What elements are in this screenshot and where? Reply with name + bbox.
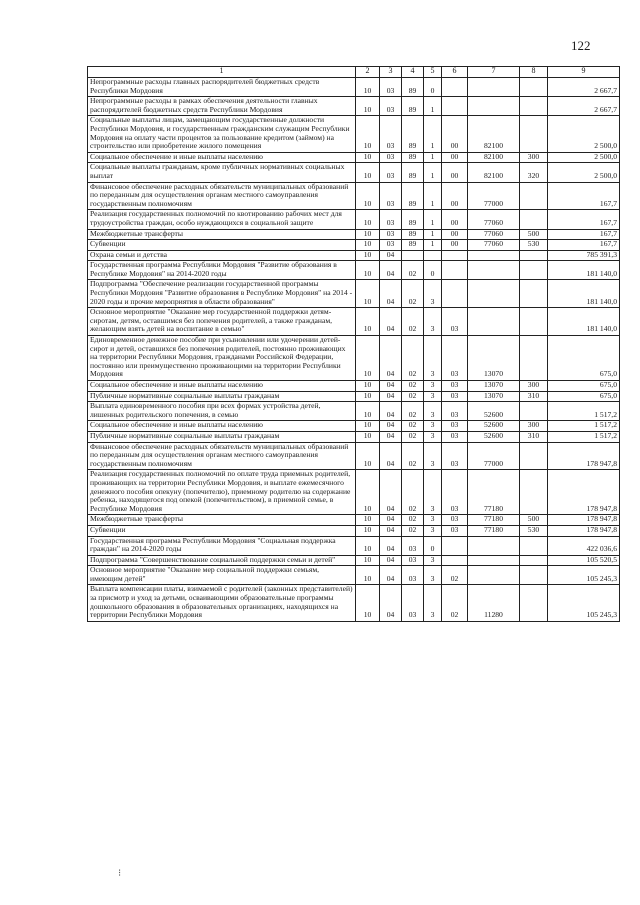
code-c5: [424, 250, 442, 261]
code-c4: 02: [402, 442, 424, 470]
code-c8: 300: [520, 381, 548, 392]
code-c6: 00: [442, 182, 468, 210]
row-name: Выплата компенсации платы, взимаемой с родителей (законных представителей) за присмотр и уход за детьми, осваивающими образовательные программы дошкольного образования в образовательных организациях, находящихся на территории Республики Мордовия: [88, 585, 356, 621]
code-c3: 03: [380, 78, 402, 97]
row-name: Основное мероприятие "Оказание мер социальной поддержки семьям, имеющим детей": [88, 566, 356, 585]
code-c2: 10: [356, 250, 380, 261]
code-c6: 00: [442, 152, 468, 163]
code-c2: 10: [356, 336, 380, 381]
row-amount: 178 947,8: [548, 525, 620, 536]
code-c4: 03: [402, 555, 424, 566]
code-c7: [468, 250, 520, 261]
code-c8: [520, 336, 548, 381]
row-name: Социальные выплаты лицам, замещающим государственные должности Республики Мордовия, и государственным гражданским служащим Республики Мордовия на оплату части процентов за пользование кредитом (займом) на строительство или приобретение жилого помещения: [88, 116, 356, 152]
code-c8: [520, 442, 548, 470]
table-row: [88, 210, 620, 229]
code-c3: 04: [380, 442, 402, 470]
code-c6: 02: [442, 566, 468, 585]
code-c2: 10: [356, 163, 380, 182]
code-c2: 10: [356, 78, 380, 97]
row-name: Государственная программа Республики Мордовия "Социальная поддержка граждан" на 2014-2020 годы: [88, 536, 356, 555]
table-row: [88, 431, 620, 442]
code-c2: 10: [356, 525, 380, 536]
code-c3: 04: [380, 421, 402, 432]
code-c3: 04: [380, 566, 402, 585]
row-name: Социальное обеспечение и иные выплаты населению: [88, 152, 356, 163]
code-c7: 77180: [468, 470, 520, 515]
code-c3: 04: [380, 536, 402, 555]
row-amount: 2 500,0: [548, 152, 620, 163]
code-c3: 04: [380, 391, 402, 402]
code-c2: 10: [356, 566, 380, 585]
code-c3: 03: [380, 182, 402, 210]
code-c6: 03: [442, 442, 468, 470]
code-c5: 1: [424, 210, 442, 229]
code-c5: 3: [424, 566, 442, 585]
code-c5: 3: [424, 391, 442, 402]
code-c4: 02: [402, 421, 424, 432]
code-c4: 89: [402, 210, 424, 229]
table-row: [88, 515, 620, 526]
code-c4: 02: [402, 525, 424, 536]
code-c2: 10: [356, 229, 380, 240]
code-c6: 00: [442, 229, 468, 240]
table-row: [88, 525, 620, 536]
code-c2: 10: [356, 182, 380, 210]
code-c2: 10: [356, 431, 380, 442]
row-name: Социальные выплаты гражданам, кроме публичных нормативных социальных выплат: [88, 163, 356, 182]
column-header-3: 3: [380, 67, 402, 78]
row-name: Финансовое обеспечение расходных обязательств муниципальных образований по переданным для осуществления органам местного самоуправления государственным полномочиям: [88, 182, 356, 210]
code-c4: 89: [402, 78, 424, 97]
code-c7: 77060: [468, 229, 520, 240]
table-row: [88, 78, 620, 97]
code-c8: 530: [520, 525, 548, 536]
code-c8: [520, 470, 548, 515]
code-c2: 10: [356, 391, 380, 402]
table-row: [88, 585, 620, 621]
code-c8: 320: [520, 163, 548, 182]
code-c2: 10: [356, 585, 380, 621]
code-c5: 1: [424, 152, 442, 163]
code-c7: 77060: [468, 210, 520, 229]
code-c2: 10: [356, 470, 380, 515]
code-c5: 0: [424, 261, 442, 280]
code-c7: 77180: [468, 525, 520, 536]
code-c6: [442, 261, 468, 280]
code-c5: 3: [424, 280, 442, 308]
code-c2: 10: [356, 152, 380, 163]
code-c7: 52600: [468, 421, 520, 432]
code-c3: 03: [380, 240, 402, 251]
code-c3: 04: [380, 308, 402, 336]
code-c7: 77060: [468, 240, 520, 251]
code-c6: [442, 280, 468, 308]
code-c8: 500: [520, 229, 548, 240]
code-c4: 02: [402, 381, 424, 392]
code-c3: 03: [380, 163, 402, 182]
table-row: [88, 555, 620, 566]
row-name: Финансовое обеспечение расходных обязательств муниципальных образований по переданным для осуществления органам местного самоуправления государственным полномочиям: [88, 442, 356, 470]
code-c3: 04: [380, 250, 402, 261]
row-amount: 785 391,3: [548, 250, 620, 261]
table-row: [88, 391, 620, 402]
code-c3: 04: [380, 585, 402, 621]
row-amount: 675,0: [548, 381, 620, 392]
row-amount: 1 517,2: [548, 421, 620, 432]
code-c7: 82100: [468, 163, 520, 182]
row-amount: 105 245,3: [548, 585, 620, 621]
code-c2: 10: [356, 280, 380, 308]
table-row: [88, 470, 620, 515]
row-name: Реализация государственных полномочий по оплате труда приемных родителей, проживающих на территории Республики Мордовия, и выплате ежемесячного денежного пособия опекуну (попечителю), приемному родителю на содержание ребенка, находящегося под опекой (попечительством), в приемной семье, в Республике Мордовия: [88, 470, 356, 515]
code-c4: 89: [402, 240, 424, 251]
code-c3: 04: [380, 336, 402, 381]
code-c6: 02: [442, 585, 468, 621]
row-name: Выплата единовременного пособия при всех формах устройства детей, лишенных родительского попечения, в семью: [88, 402, 356, 421]
row-amount: 167,7: [548, 182, 620, 210]
margin-mark: ⁝: [118, 868, 122, 879]
row-name: Межбюджетные трансферты: [88, 515, 356, 526]
code-c8: [520, 555, 548, 566]
code-c4: 02: [402, 308, 424, 336]
code-c7: [468, 78, 520, 97]
code-c8: 310: [520, 431, 548, 442]
table-row: [88, 536, 620, 555]
code-c7: 77180: [468, 515, 520, 526]
code-c4: 89: [402, 229, 424, 240]
code-c3: 04: [380, 280, 402, 308]
table-row: [88, 250, 620, 261]
row-name: Публичные нормативные социальные выплаты гражданам: [88, 431, 356, 442]
code-c3: 03: [380, 97, 402, 116]
code-c6: 03: [442, 421, 468, 432]
code-c4: 02: [402, 280, 424, 308]
code-c3: 04: [380, 515, 402, 526]
code-c3: 03: [380, 152, 402, 163]
code-c4: 89: [402, 163, 424, 182]
code-c5: 3: [424, 442, 442, 470]
column-header-2: 2: [356, 67, 380, 78]
table-row: [88, 182, 620, 210]
code-c6: 00: [442, 210, 468, 229]
code-c3: 04: [380, 261, 402, 280]
code-c8: [520, 308, 548, 336]
code-c4: 02: [402, 515, 424, 526]
code-c5: 3: [424, 525, 442, 536]
code-c4: 02: [402, 336, 424, 381]
row-name: Межбюджетные трансферты: [88, 229, 356, 240]
row-amount: 167,7: [548, 229, 620, 240]
code-c7: [468, 261, 520, 280]
column-header-4: 4: [402, 67, 424, 78]
code-c2: 10: [356, 116, 380, 152]
row-name: Социальное обеспечение и иные выплаты населению: [88, 421, 356, 432]
code-c7: [468, 97, 520, 116]
code-c3: 04: [380, 525, 402, 536]
code-c6: 03: [442, 308, 468, 336]
code-c7: 52600: [468, 431, 520, 442]
code-c8: 530: [520, 240, 548, 251]
code-c2: 10: [356, 515, 380, 526]
code-c6: [442, 97, 468, 116]
table-row: [88, 336, 620, 381]
column-header-8: 8: [520, 67, 548, 78]
table-row: [88, 402, 620, 421]
code-c6: 00: [442, 240, 468, 251]
table-row: [88, 152, 620, 163]
code-c5: 0: [424, 78, 442, 97]
code-c6: 03: [442, 525, 468, 536]
code-c8: [520, 97, 548, 116]
row-name: Социальное обеспечение и иные выплаты населению: [88, 381, 356, 392]
code-c5: 1: [424, 240, 442, 251]
row-name: Субвенции: [88, 525, 356, 536]
code-c6: 03: [442, 470, 468, 515]
row-amount: 181 140,0: [548, 261, 620, 280]
table-row: [88, 261, 620, 280]
code-c8: [520, 261, 548, 280]
table-row: [88, 240, 620, 251]
row-amount: 178 947,8: [548, 442, 620, 470]
code-c5: 3: [424, 585, 442, 621]
code-c8: [520, 182, 548, 210]
code-c5: 3: [424, 336, 442, 381]
code-c4: 02: [402, 402, 424, 421]
code-c4: 02: [402, 431, 424, 442]
code-c8: [520, 250, 548, 261]
budget-table: [87, 66, 620, 622]
column-header-1: 1: [88, 67, 356, 78]
row-amount: 2 667,7: [548, 78, 620, 97]
code-c2: 10: [356, 261, 380, 280]
row-name: Основное мероприятие "Оказание мер государственной поддержки детям-сиротам, детям, оставшимся без попечения родителей, а также гражданам, желающим взять детей на воспитание в семью": [88, 308, 356, 336]
code-c6: 03: [442, 431, 468, 442]
code-c5: 3: [424, 431, 442, 442]
code-c4: 03: [402, 585, 424, 621]
row-name: Подпрограмма "Совершенствование социальной поддержки семьи и детей": [88, 555, 356, 566]
code-c3: 04: [380, 381, 402, 392]
row-amount: 181 140,0: [548, 308, 620, 336]
code-c3: 04: [380, 402, 402, 421]
code-c4: 02: [402, 391, 424, 402]
table-row: [88, 566, 620, 585]
row-name: Непрограммные расходы в рамках обеспечения деятельности главных распорядителей бюджетных средств Республики Мордовия: [88, 97, 356, 116]
table-body: [88, 78, 620, 622]
column-header-9: 9: [548, 67, 620, 78]
code-c3: 04: [380, 555, 402, 566]
code-c5: 0: [424, 536, 442, 555]
code-c7: 13070: [468, 381, 520, 392]
code-c6: 03: [442, 402, 468, 421]
code-c8: 300: [520, 152, 548, 163]
code-c6: 03: [442, 336, 468, 381]
row-name: Государственная программа Республики Мордовия "Развитие образования в Республике Мордовия" на 2014-2020 годы: [88, 261, 356, 280]
row-amount: 167,7: [548, 240, 620, 251]
code-c7: 13070: [468, 336, 520, 381]
table-row: [88, 116, 620, 152]
row-amount: 2 500,0: [548, 163, 620, 182]
row-name: Охрана семьи и детства: [88, 250, 356, 261]
code-c3: 03: [380, 229, 402, 240]
code-c7: 77000: [468, 442, 520, 470]
row-name: Субвенции: [88, 240, 356, 251]
code-c6: 03: [442, 391, 468, 402]
row-amount: 178 947,8: [548, 470, 620, 515]
column-header-6: 6: [442, 67, 468, 78]
code-c2: 10: [356, 210, 380, 229]
row-amount: 422 036,6: [548, 536, 620, 555]
row-amount: 105 245,3: [548, 566, 620, 585]
code-c5: 3: [424, 308, 442, 336]
table-row: [88, 442, 620, 470]
code-c4: 89: [402, 152, 424, 163]
table-header-row: [88, 67, 620, 78]
code-c6: [442, 555, 468, 566]
row-name: Непрограммные расходы главных распорядителей бюджетных средств Республики Мордовия: [88, 78, 356, 97]
code-c5: 3: [424, 470, 442, 515]
table-row: [88, 381, 620, 392]
code-c4: 89: [402, 116, 424, 152]
code-c4: 89: [402, 97, 424, 116]
code-c8: [520, 566, 548, 585]
code-c7: 11280: [468, 585, 520, 621]
code-c2: 10: [356, 555, 380, 566]
row-amount: 675,0: [548, 391, 620, 402]
table-row: [88, 421, 620, 432]
row-name: Реализация государственных полномочий по квотированию рабочих мест для трудоустройства граждан, особо нуждающихся в социальной защите: [88, 210, 356, 229]
row-name: Подпрограмма "Обеспечение реализации государственной программы Республики Мордовия "Развитие образования в Республике Мордовия" на 2014 - 2020 годы и прочие мероприятия в области образования": [88, 280, 356, 308]
code-c8: [520, 210, 548, 229]
code-c7: 13070: [468, 391, 520, 402]
code-c2: 10: [356, 308, 380, 336]
table-row: [88, 229, 620, 240]
row-name: Публичные нормативные социальные выплаты гражданам: [88, 391, 356, 402]
code-c7: [468, 536, 520, 555]
code-c7: 82100: [468, 152, 520, 163]
code-c4: 02: [402, 261, 424, 280]
code-c6: 03: [442, 381, 468, 392]
code-c5: 1: [424, 116, 442, 152]
code-c6: [442, 78, 468, 97]
row-amount: 675,0: [548, 336, 620, 381]
row-amount: 181 140,0: [548, 280, 620, 308]
code-c7: 82100: [468, 116, 520, 152]
code-c5: 3: [424, 555, 442, 566]
code-c5: 1: [424, 182, 442, 210]
code-c4: 03: [402, 536, 424, 555]
code-c8: 500: [520, 515, 548, 526]
code-c7: [468, 566, 520, 585]
row-amount: 2 500,0: [548, 116, 620, 152]
code-c8: [520, 78, 548, 97]
code-c2: 10: [356, 402, 380, 421]
code-c6: [442, 250, 468, 261]
code-c2: 10: [356, 442, 380, 470]
code-c6: 00: [442, 116, 468, 152]
row-amount: 1 517,2: [548, 402, 620, 421]
code-c7: 77000: [468, 182, 520, 210]
column-header-5: 5: [424, 67, 442, 78]
code-c8: [520, 402, 548, 421]
code-c4: 03: [402, 566, 424, 585]
code-c6: 00: [442, 163, 468, 182]
code-c5: 3: [424, 402, 442, 421]
code-c7: [468, 555, 520, 566]
row-amount: 1 517,2: [548, 431, 620, 442]
table-row: [88, 280, 620, 308]
row-amount: 167,7: [548, 210, 620, 229]
code-c3: 03: [380, 116, 402, 152]
code-c4: 89: [402, 182, 424, 210]
row-amount: 105 520,5: [548, 555, 620, 566]
row-name: Единовременное денежное пособие при усыновлении или удочерении детей-сирот и детей, оставшихся без попечения родителей, постоянно проживающих на территории Республики Мордовия, гражданами Российской Федерации, постоянно или преимущественно проживающими на территории Республики Мордовия: [88, 336, 356, 381]
code-c6: [442, 536, 468, 555]
code-c7: [468, 280, 520, 308]
code-c5: 1: [424, 163, 442, 182]
code-c8: 310: [520, 391, 548, 402]
page-number: 122: [571, 38, 591, 53]
code-c5: 3: [424, 381, 442, 392]
code-c7: [468, 308, 520, 336]
code-c5: 1: [424, 229, 442, 240]
table-row: [88, 308, 620, 336]
code-c4: 02: [402, 470, 424, 515]
code-c2: 10: [356, 421, 380, 432]
code-c3: 03: [380, 210, 402, 229]
row-amount: 178 947,8: [548, 515, 620, 526]
code-c5: 1: [424, 97, 442, 116]
table-row: [88, 97, 620, 116]
code-c2: 10: [356, 536, 380, 555]
code-c4: [402, 250, 424, 261]
code-c2: 10: [356, 240, 380, 251]
code-c2: 10: [356, 97, 380, 116]
code-c7: 52600: [468, 402, 520, 421]
code-c8: [520, 536, 548, 555]
code-c2: 10: [356, 381, 380, 392]
code-c8: [520, 585, 548, 621]
code-c3: 04: [380, 431, 402, 442]
code-c8: [520, 280, 548, 308]
column-header-7: 7: [468, 67, 520, 78]
code-c5: 3: [424, 515, 442, 526]
code-c8: 300: [520, 421, 548, 432]
code-c8: [520, 116, 548, 152]
row-amount: 2 667,7: [548, 97, 620, 116]
code-c5: 3: [424, 421, 442, 432]
table-row: [88, 163, 620, 182]
code-c3: 04: [380, 470, 402, 515]
code-c6: 03: [442, 515, 468, 526]
